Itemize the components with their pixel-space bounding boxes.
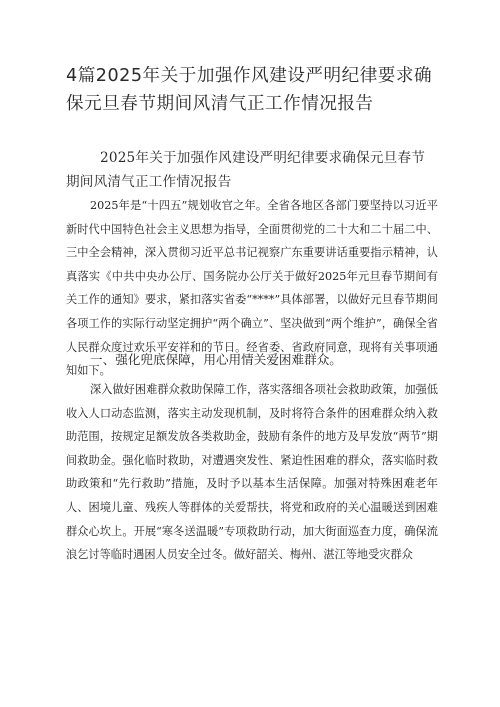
body-paragraph: 深入做好困难群众救助保障工作，落实落细各项社会救助政策，加强低收入人口动态监测，落实主动发现机制，及时将符合条件的困难群众纳入救助范围，按规定足额发放各类救助金，鼓励有条件的地方及早发放“两节”期间救助金。强化临时救助，对遭遇突发性、紧迫性困难的群众，落实临时救助政策和“先行救助”措施，及时予以基本生活保障。加强对特殊困难老年人、困境儿童、残疾人等群体的关爱帮扶，将党和政府的关心温暖送到困难群众心坎上。开展“寒冬送温暖”专项救助行动，加大街面巡查力度，确保流浪乞讨等临时遇困人员安全过冬。做好韶关、梅州、湛江等地受灾群众 (66, 383, 438, 562)
document-title: 4篇2025年关于加强作风建设严明纪律要求确保元旦春节期间风清气正工作情况报告 (66, 66, 433, 114)
document-subtitle: 2025年关于加强作风建设严明纪律要求确保元旦春节期间风清气正工作情况报告 (66, 150, 426, 190)
section-heading: 一、强化兜底保障，用心用情关爱困难群众。 (90, 352, 342, 367)
intro-paragraph: 2025年是“十四五”规划收官之年。全省各地区各部门要坚持以习近平新时代中国特色社会主义思想为指导，全面贯彻党的二十大和二十届二中、三中全会精神，深入贯彻习近平总书记视察广东重要讲话重要指示精神，认真落实《中共中央办公厅、国务院办公厅关于做好2025年元旦春节期间有关工作的通知》要求，紧扣落实省委“****”具体部署，以做好元旦春节期间各项工作的实际行动坚定拥护“两个确立”、坚决做到“两个维护”，确保全省人民群众度过欢乐平安祥和的节日。经省委、省政府同意，现将有关事项通知如下。 (66, 199, 438, 378)
